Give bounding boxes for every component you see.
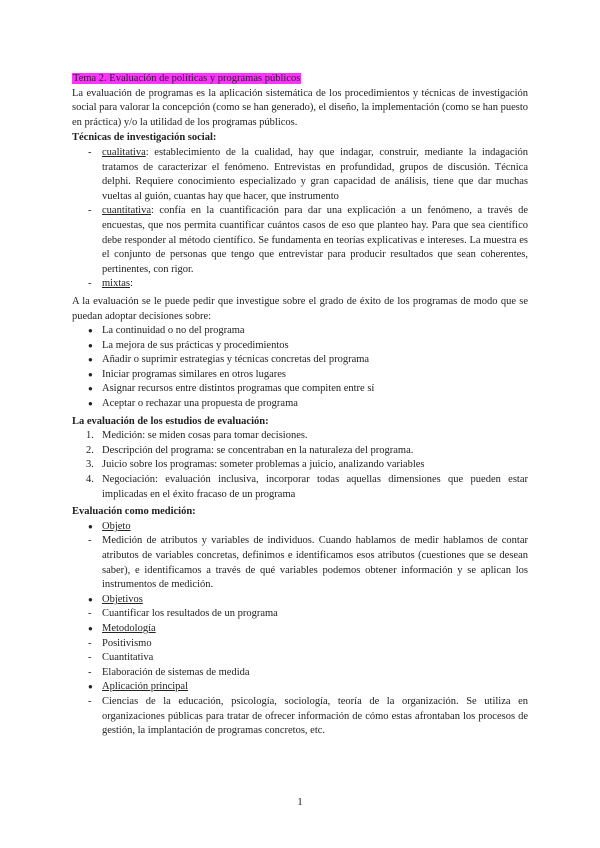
metodologia-dash: [72, 637, 528, 681]
intro-paragraph: La evaluación de programas es la aplicación sistemática de los procedimientos y técnicas de investigación social para valorar la concepción (como se han generado), el diseño, la implementación (como se han puesto en práctica) y/o la utilidad de los programas públicos.: [72, 87, 528, 128]
evaluacion-paragraph: A la evaluación se le puede pedir que investigue sobre el grado de éxito de los programas de modo que se puedan adoptar decisiones sobre:: [72, 295, 528, 322]
list-item: - Ciencias de la educación, psicología, sociología, teoría de la organización. Se utiliza en organizaciones públicas para tratar de ofrecer información de cómo estas afrontaban los procesos de gestión, la implantación de programas concretos, etc.: [88, 695, 528, 737]
list-item: ● Objeto: [88, 520, 131, 532]
list-item: - cuantitativa: confía en la cuantificación para dar una explicación a un fenómeno, a través de encuestas, que nos permita cuantificar cuántos casos de eso que planteo hay. Para que sea científico debe responder al método científico. Se fundamenta en teorías explicativas e intereses. La muestra es el conjunto de personas que tengo que entrevistar para producir resultados que sean coherentes, pertinentes, con rigor.: [88, 205, 528, 275]
metodologia-bullet: [72, 622, 528, 637]
document-title: Tema 2. Evaluación de políticas y programas públicos: [73, 73, 301, 84]
list-item: - cualitativa: establecimiento de la cualidad, hay que indagar, construir, mediante la indagación tratamos de caracterizar el fenómeno. Entrevistas en profundidad, grupos de discusión. Técnica delphi. Requiere conocimiento especializado y gran capacidad de análisis, tiene que dar muchas vueltas al guión, cuantas hay que hacer, que instrumento: [88, 146, 528, 202]
decisiones-list: [72, 324, 528, 412]
list-item: - mixtas:: [88, 278, 133, 290]
list-item: ● Asignar recursos entre distintos programas que compiten entre sí: [88, 383, 375, 395]
list-item: ● La continuidad o no del programa: [88, 325, 245, 337]
tecnicas-list: [72, 146, 528, 292]
objetivos-dash: [72, 607, 528, 622]
list-item: 1. Medición: se miden cosas para tomar decisiones.: [86, 430, 308, 442]
list-item: ● Metodología: [88, 622, 156, 634]
aplicacion-dash: [72, 695, 528, 739]
list-item: ● Aceptar o rechazar una propuesta de programa: [88, 398, 298, 410]
list-item: - Cuantitativa: [88, 652, 154, 664]
tecnicas-heading: Técnicas de investigación social:: [72, 132, 217, 144]
list-item: ● Aplicación principal: [88, 681, 189, 693]
list-item: - Cuantificar los resultados de un programa: [88, 608, 278, 620]
list-item: - Positivismo: [88, 637, 152, 649]
aplicacion-bullet: [72, 680, 528, 695]
list-item: ● Iniciar programas similares en otros lugares: [88, 368, 286, 380]
document-body: [72, 72, 528, 739]
list-item: 2. Descripción del programa: se concentraban en la naturaleza del programa.: [86, 444, 414, 456]
list-item: ● La mejora de sus prácticas y procedimientos: [88, 339, 289, 351]
estudios-heading: La evaluación de los estudios de evaluación:: [72, 415, 269, 427]
list-item: ● Añadir o suprimir estrategias y técnicas concretas del programa: [88, 354, 370, 366]
estudios-list: [72, 429, 528, 502]
list-item: - Elaboración de sistemas de medida: [88, 666, 250, 678]
objeto-bullet: [72, 520, 528, 535]
list-item: 4. Negociación: evaluación inclusiva, incorporar todas aquellas dimensiones que pueden estar implicadas en el éxito fracaso de un programa: [86, 474, 528, 500]
list-item: - Medición de atributos y variables de individuos. Cuando hablamos de medir hablamos de contar atributos de variables concretas, definimos e identificamos esos atributos (cuestiones que se desean saber), e identificamos a través de qué variables podemos obtener información y se aplican los instrumentos de medición.: [88, 535, 528, 591]
page-number: 1: [297, 796, 303, 808]
list-item: ● Objetivos: [88, 593, 143, 605]
medicion-heading: Evaluación como medición:: [72, 506, 196, 518]
objeto-dash: [72, 534, 528, 592]
list-item: 3. Juicio sobre los programas: someter problemas a juicio, analizando variables: [86, 459, 425, 471]
objetivos-bullet: [72, 593, 528, 608]
